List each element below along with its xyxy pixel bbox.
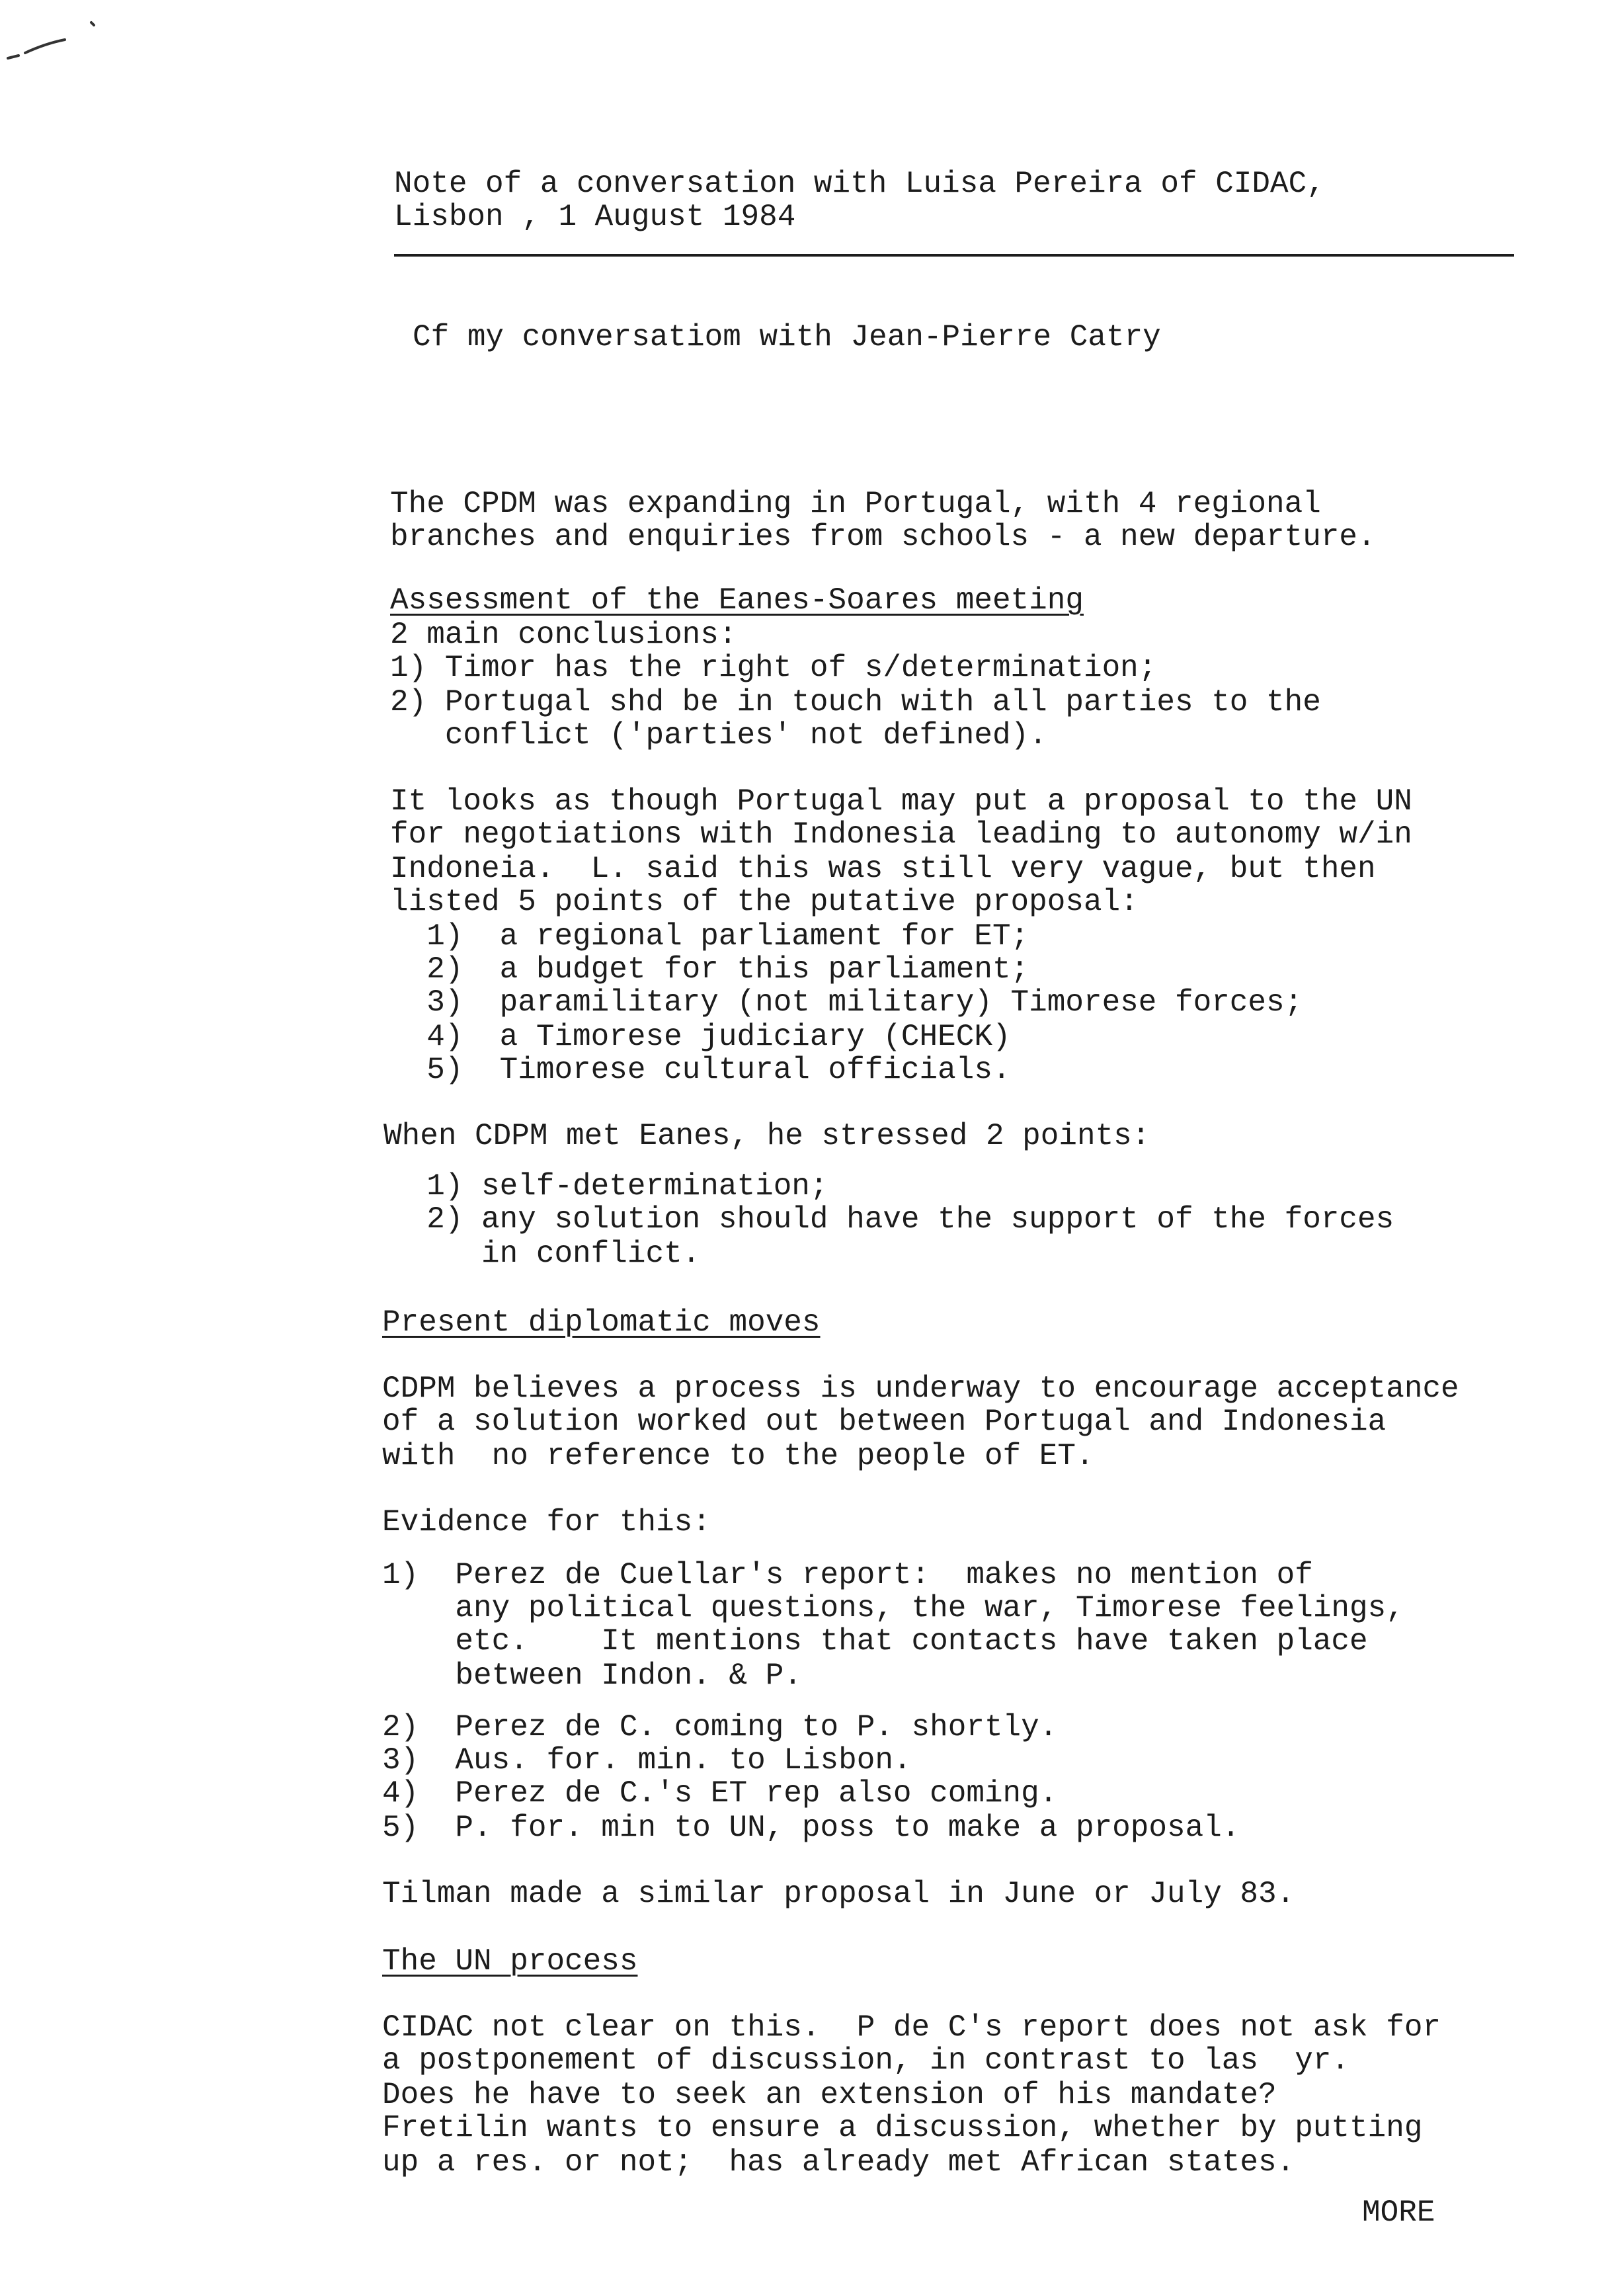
evidence-item-5: 5) P. for. min to UN, poss to make a proposal. [382, 1811, 1240, 1845]
eanes-line-4: in conflict. [390, 1237, 701, 1271]
title-divider [394, 254, 1514, 257]
evidence-line-3: etc. It mentions that contacts have taken place [382, 1624, 1368, 1659]
proposal-point-2: 2) a budget for this parliament; [390, 952, 1029, 987]
assessment-line-1: 2 main conclusions: [390, 618, 737, 652]
un-process-line-4: Fretilin wants to ensure a discussion, whether by putting [382, 2111, 1423, 2145]
eanes-line-1: When CDPM met Eanes, he stressed 2 points: [383, 1119, 1150, 1153]
title-line-2: Lisbon , 1 August 1984 [394, 200, 796, 234]
assessment-line-4: conflict ('parties' not defined). [390, 718, 1047, 753]
assessment-heading: Assessment of the Eanes-Soares meeting [390, 583, 1084, 618]
evidence-line-1: 1) Perez de Cuellar's report: makes no mention of [382, 1558, 1313, 1592]
proposal-point-4: 4) a Timorese judiciary (CHECK) [390, 1020, 1011, 1054]
intro-line-2: branches and enquiries from schools - a new departure. [390, 520, 1376, 554]
evidence-line-2: any political questions, the war, Timorese feelings, [382, 1591, 1404, 1625]
reference-line: Cf my conversatiom with Jean-Pierre Catry [413, 320, 1161, 354]
eanes-line-3: 2) any solution should have the support of the forces [390, 1202, 1394, 1237]
pen-mark [5, 15, 111, 67]
proposal-point-5: 5) Timorese cultural officials. [390, 1053, 1011, 1087]
assessment-line-2: 1) Timor has the right of s/determination; [390, 651, 1157, 685]
un-process-line-3: Does he have to seek an extension of his mandate? [382, 2078, 1277, 2112]
diplomatic-line-2: of a solution worked out between Portugal and Indonesia [382, 1405, 1387, 1439]
un-process-line-1: CIDAC not clear on this. P de C's report does not ask for [382, 2010, 1441, 2045]
evidence-heading: Evidence for this: [382, 1505, 711, 1539]
tilman-line: Tilman made a similar proposal in June or July 83. [382, 1877, 1295, 1911]
intro-line-1: The CPDM was expanding in Portugal, with 4 regional [390, 487, 1321, 521]
evidence-item-2: 2) Perez de C. coming to P. shortly. [382, 1710, 1058, 1744]
un-process-heading: The UN process [382, 1944, 638, 1979]
proposal-point-1: 1) a regional parliament for ET; [390, 919, 1029, 954]
proposal-line-1: It looks as though Portugal may put a proposal to the UN [390, 784, 1412, 819]
evidence-line-4: between Indon. & P. [382, 1659, 802, 1693]
diplomatic-line-3: with no reference to the people of ET. [382, 1439, 1094, 1473]
un-process-line-2: a postponement of discussion, in contrast to las yr. [382, 2043, 1350, 2078]
evidence-item-3: 3) Aus. for. min. to Lisbon. [382, 1743, 912, 1778]
diplomatic-heading: Present diplomatic moves [382, 1305, 821, 1340]
proposal-line-3: Indoneia. L. said this was still very vague, but then [390, 852, 1376, 886]
eanes-line-2: 1) self-determination; [390, 1169, 828, 1204]
diplomatic-line-1: CDPM believes a process is underway to encourage acceptance [382, 1372, 1459, 1406]
evidence-item-4: 4) Perez de C.'s ET rep also coming. [382, 1776, 1058, 1811]
title-line-1: Note of a conversation with Luisa Pereira of CIDAC, [394, 167, 1325, 201]
proposal-line-2: for negotiations with Indonesia leading to autonomy w/in [390, 817, 1412, 852]
more-label: MORE [1362, 2195, 1435, 2230]
proposal-point-3: 3) paramilitary (not military) Timorese forces; [390, 985, 1303, 1020]
un-process-line-5: up a res. or not; has already met African states. [382, 2145, 1295, 2180]
proposal-line-4: listed 5 points of the putative proposal: [390, 885, 1139, 919]
assessment-line-3: 2) Portugal shd be in touch with all parties to the [390, 685, 1321, 719]
